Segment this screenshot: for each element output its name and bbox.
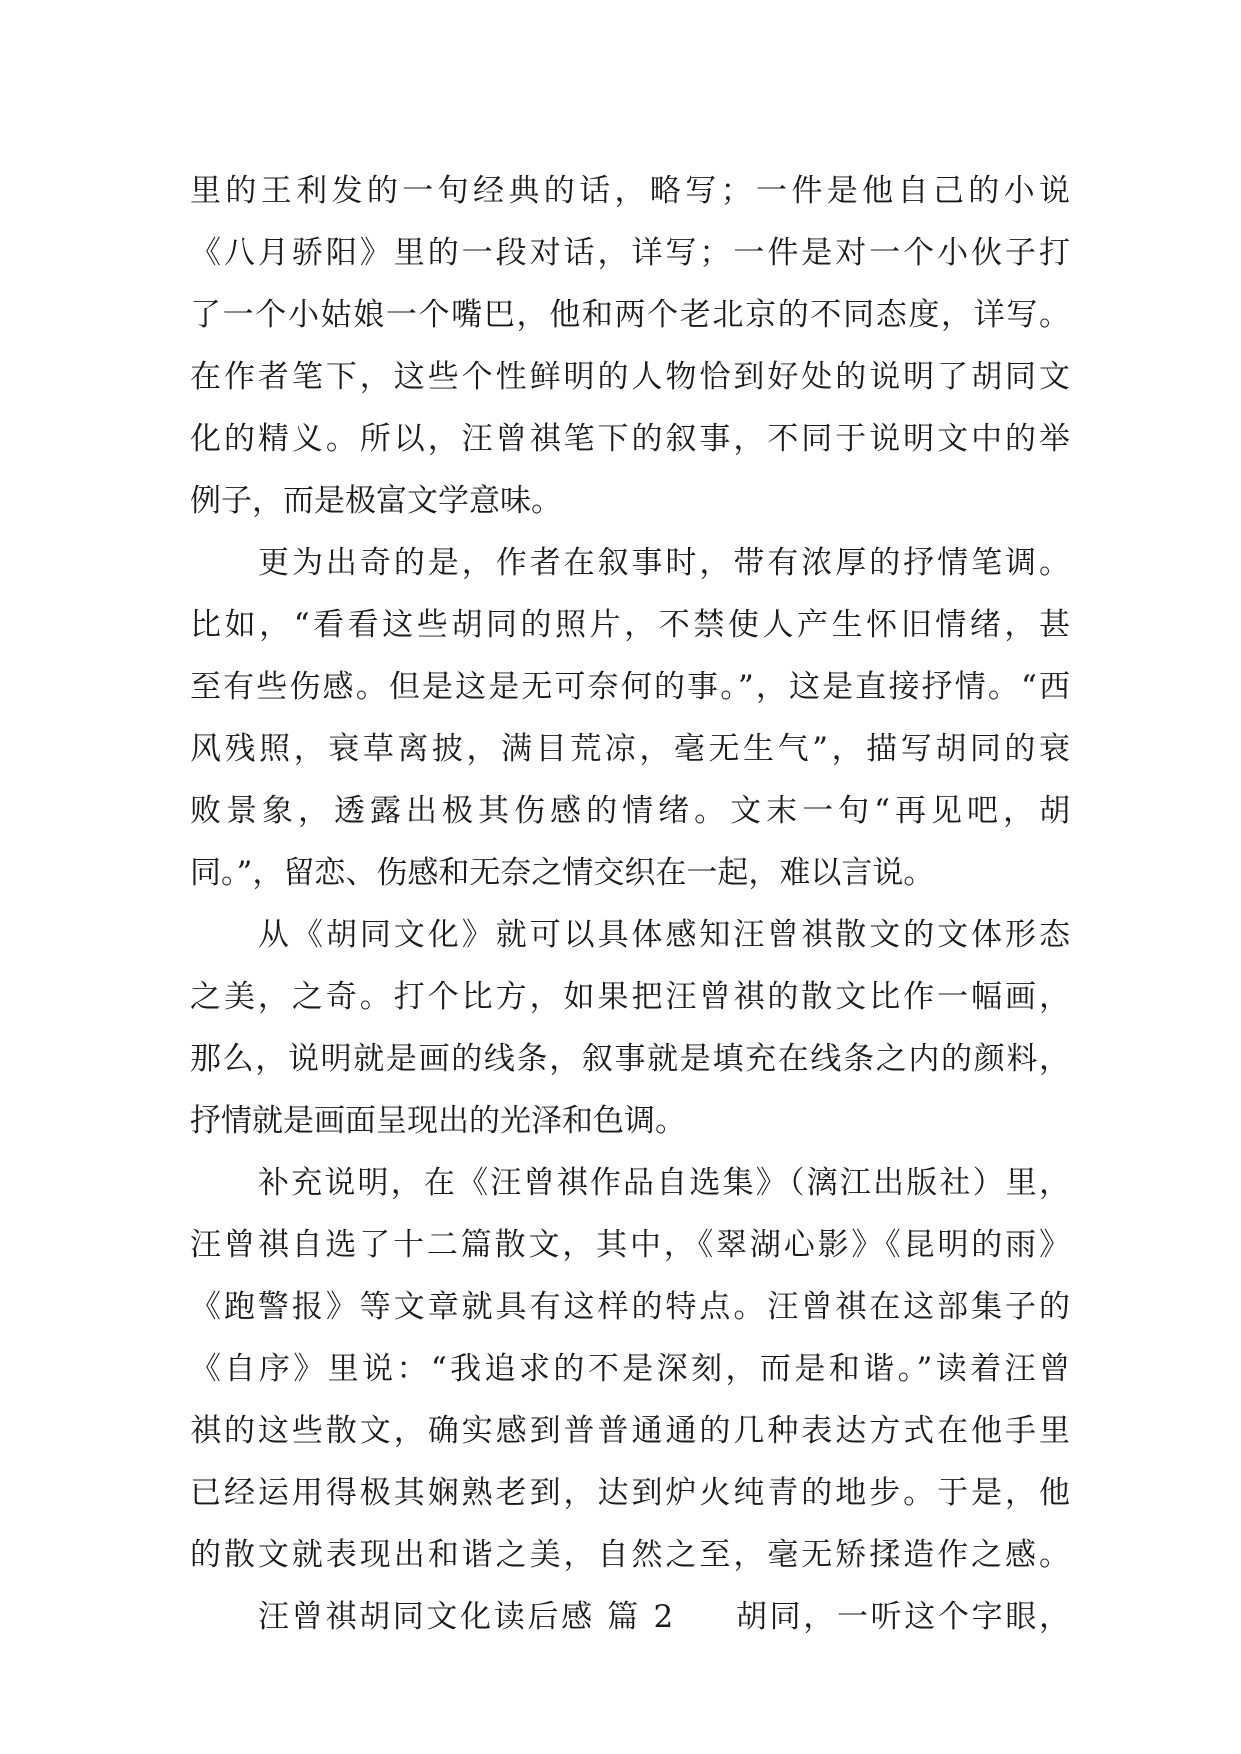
text-line: 里的王利发的一句经典的话，略写；一件是他自己的小说 — [190, 173, 1070, 209]
text-line: 比如，“看看这些胡同的照片，不禁使人产生怀旧情绪，甚 — [190, 607, 1070, 643]
text-line: 在作者笔下，这些个性鲜明的人物恰到好处的说明了胡同文 — [190, 359, 1070, 395]
paragraph-3 — [190, 904, 1070, 1152]
text-line: 汪曾祺自选了十二篇散文，其中，《翠湖心影》《昆明的雨》 — [190, 1227, 1070, 1263]
section-heading: 汪曾祺胡同文化读后感 篇 2 — [258, 1599, 674, 1635]
text-line: 了一个小姑娘一个嘴巴，他和两个老北京的不同态度，详写。 — [190, 297, 1070, 333]
text-line: 祺的这些散文，确实感到普普通通的几种表达方式在他手里 — [190, 1413, 1070, 1449]
text-line: 至有些伤感。但是这是无可奈何的事。”，这是直接抒情。“西 — [190, 669, 1070, 705]
section-heading-line — [190, 1586, 1070, 1648]
text-line: 从《胡同文化》就可以具体感知汪曾祺散文的文体形态 — [258, 917, 1070, 953]
text-line: 的散文就表现出和谐之美，自然之至，毫无矫揉造作之感。 — [190, 1537, 1070, 1573]
text-line: 化的精义。所以，汪曾祺笔下的叙事，不同于说明文中的举 — [190, 421, 1070, 457]
text-line: 败景象，透露出极其伤感的情绪。文末一句“再见吧，胡 — [190, 793, 1070, 829]
text-line: 补充说明，在《汪曾祺作品自选集》（漓江出版社）里， — [258, 1165, 1070, 1201]
text-line: 那么，说明就是画的线条，叙事就是填充在线条之内的颜料， — [190, 1041, 1070, 1077]
paragraph-2 — [190, 532, 1070, 904]
document-body — [190, 160, 1070, 1648]
paragraph-4 — [190, 1152, 1070, 1586]
text-line: 抒情就是画面呈现出的光泽和色调。 — [190, 1103, 686, 1139]
text-line: 之美，之奇。打个比方，如果把汪曾祺的散文比作一幅画， — [190, 979, 1070, 1015]
paragraph-1 — [190, 160, 1070, 532]
text-line: 同。”，留恋、伤感和无奈之情交织在一起，难以言说。 — [190, 855, 935, 891]
text-line: 风残照，衰草离披，满目荒凉，毫无生气”，描写胡同的衰 — [190, 731, 1070, 767]
text-line: 《自序》里说：“我追求的不是深刻，而是和谐。”读着汪曾 — [190, 1351, 1070, 1387]
text-line: 已经运用得极其娴熟老到，达到炉火纯青的地步。于是，他 — [190, 1475, 1070, 1511]
text-line: 《跑警报》等文章就具有这样的特点。汪曾祺在这部集子的 — [190, 1289, 1070, 1325]
continuation-text: 胡同，一听这个字眼， — [733, 1599, 1070, 1635]
text-line: 例子，而是极富文学意味。 — [190, 483, 562, 519]
text-line: 更为出奇的是，作者在叙事时，带有浓厚的抒情笔调。 — [258, 545, 1070, 581]
text-line: 《八月骄阳》里的一段对话，详写；一件是对一个小伙子打 — [190, 235, 1070, 271]
